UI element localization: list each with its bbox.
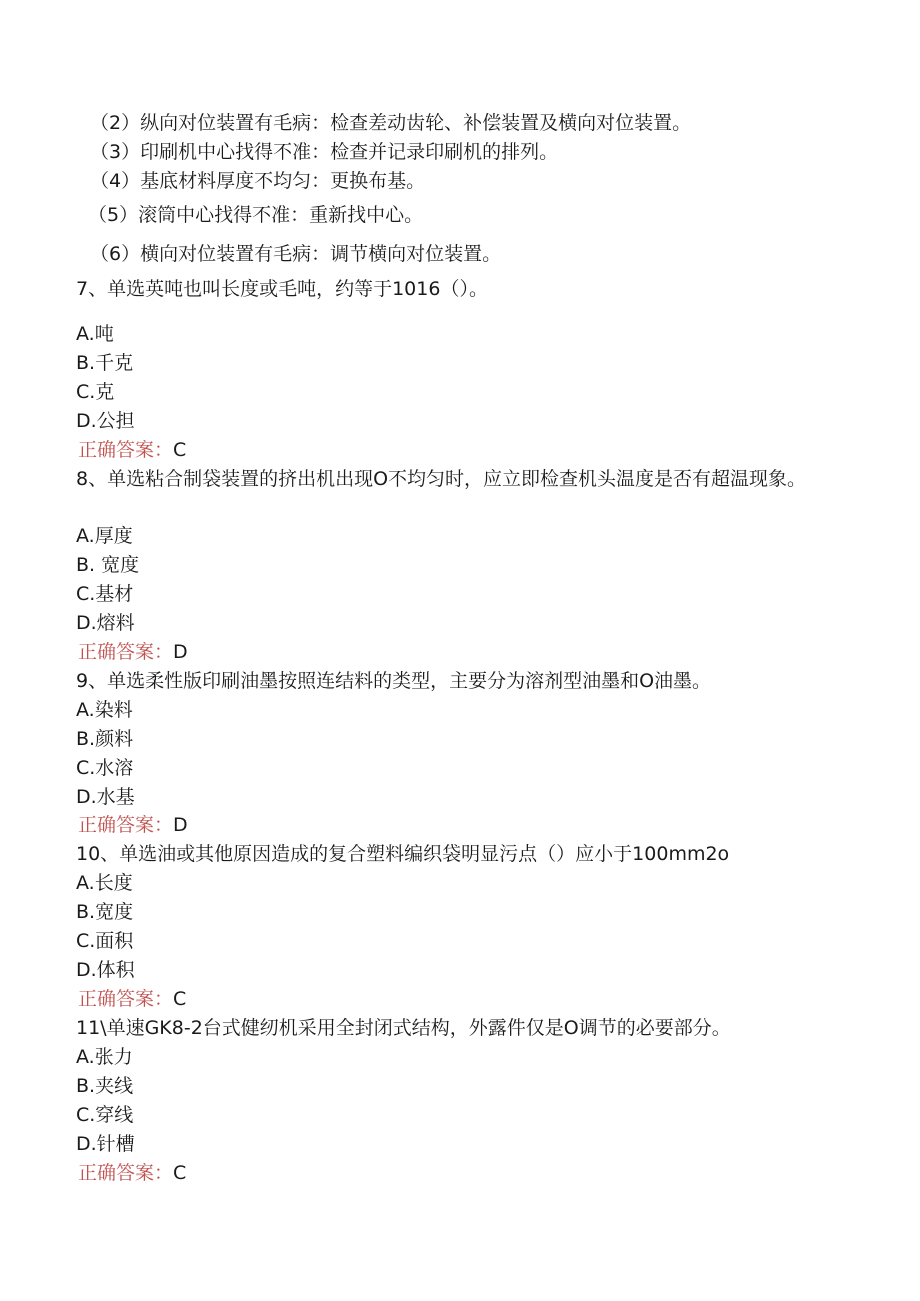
question-option: C.基材 xyxy=(76,583,134,605)
question-option: B.宽度 xyxy=(76,901,134,923)
question-option: D.体积 xyxy=(76,959,135,981)
question-option: C.面积 xyxy=(76,930,134,952)
correct-answer xyxy=(78,437,186,463)
question-option: C.水溶 xyxy=(76,757,134,779)
fault-item: （6）横向对位装置有毛病：调节横向对位装置。 xyxy=(90,243,502,265)
question-option: C.克 xyxy=(76,381,115,403)
correct-answer xyxy=(78,812,188,838)
fault-item: （4）基底材料厚度不均匀：更换布基。 xyxy=(90,170,426,192)
question-option: A.染料 xyxy=(76,699,133,721)
question-option: A.厚度 xyxy=(76,525,133,547)
correct-answer xyxy=(78,986,186,1012)
question-option: D.针槽 xyxy=(76,1133,135,1155)
question-option: B.千克 xyxy=(76,352,134,374)
answer-value: C xyxy=(173,988,187,1010)
question-title: 8、单选粘合制袋装置的挤出机出现O不均匀时，应立即检查机头温度是否有超温现象。 xyxy=(76,468,807,490)
question-option: D.公担 xyxy=(76,410,135,432)
fault-item: （3）印刷机中心找得不准：检查并记录印刷机的排列。 xyxy=(90,141,559,163)
answer-label: 正确答案： xyxy=(78,439,174,461)
question-option: D.熔料 xyxy=(76,612,135,634)
question-title: 9、单选柔性版印刷油墨按照连结料的类型，主要分为溶剂型油墨和O油墨。 xyxy=(76,670,712,692)
answer-value: D xyxy=(173,641,188,663)
answer-label: 正确答案： xyxy=(78,641,174,663)
question-title: 11\单速GK8-2台式健纫机采用全封闭式结构，外露件仅是O调节的必要部分。 xyxy=(76,1017,731,1039)
question-title: 7、单选英吨也叫长度或毛吨，约等于1016（）。 xyxy=(76,278,488,300)
fault-item: （2）纵向对位装置有毛病：检查差动齿轮、补偿装置及横向对位装置。 xyxy=(90,112,692,134)
question-option: B.颜料 xyxy=(76,728,134,750)
answer-value: D xyxy=(173,814,188,836)
question-option: A.长度 xyxy=(76,872,133,894)
answer-label: 正确答案： xyxy=(78,814,174,836)
question-option: C.穿线 xyxy=(76,1104,134,1126)
fault-item: （5）滚筒中心找得不准：重新找中心。 xyxy=(88,204,424,226)
correct-answer xyxy=(78,639,188,665)
answer-label: 正确答案： xyxy=(78,1162,174,1184)
question-option: D.水基 xyxy=(76,786,135,808)
question-title: 10、单选油或其他原因造成的复合塑料编织袋明显污点（）应小于100mm2o xyxy=(76,843,730,865)
question-option: A.张力 xyxy=(76,1046,133,1068)
correct-answer xyxy=(78,1160,186,1186)
question-option: B. 宽度 xyxy=(76,554,140,576)
answer-label: 正确答案： xyxy=(78,988,174,1010)
answer-value: C xyxy=(173,439,187,461)
question-option: B.夹线 xyxy=(76,1075,134,1097)
question-option: A.吨 xyxy=(76,323,114,345)
answer-value: C xyxy=(173,1162,187,1184)
